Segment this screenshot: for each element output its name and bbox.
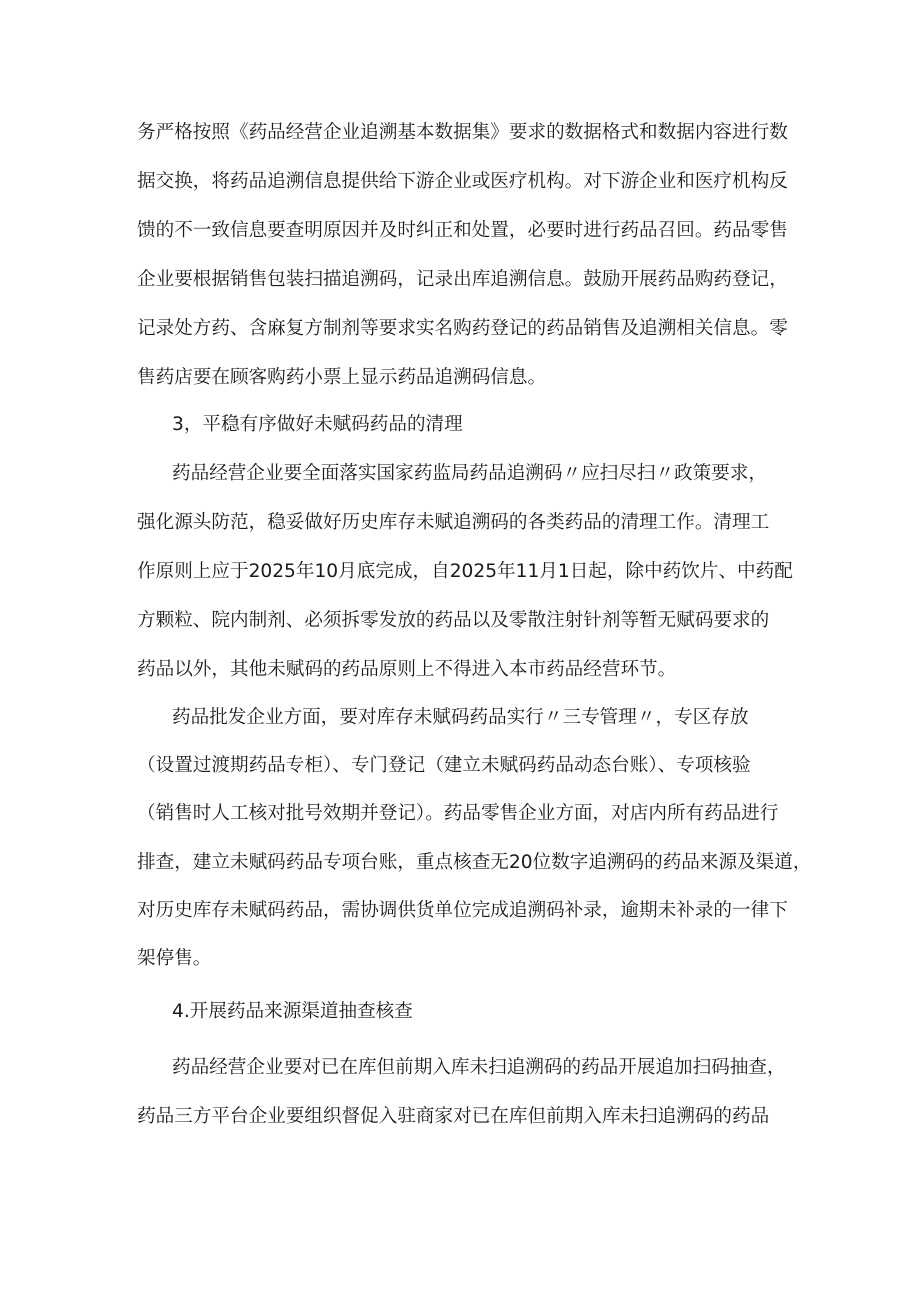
body-text-line: 架停售。 <box>137 948 212 969</box>
body-text-line: 作原则上应于2025年10月底完成，自2025年11月1日起，除中药饮片、中药配 <box>137 561 793 582</box>
body-text-line: 对历史库存未赋码药品，需协调供货单位完成追溯码补录，逾期未补录的一律下 <box>137 900 788 921</box>
body-text-line: 药品三方平台企业要组织督促入驻商家对已在库但前期入库未扫追溯码的药品 <box>137 1106 770 1127</box>
body-text-line: 排查，建立未赋码药品专项台账，重点核查无20位数字追溯码的药品来源及渠道， <box>137 852 812 873</box>
body-text-line: （销售时人工核对批号效期并登记）。药品零售企业方面，对店内所有药品进行 <box>137 803 779 824</box>
body-text-line: 据交换，将药品追溯信息提供给下游企业或医疗机构。对下游企业和医疗机构反 <box>137 171 788 192</box>
section-heading-4: 4.开展药品来源渠道抽查核查 <box>172 1001 413 1022</box>
body-text-line: 记录处方药、含麻复方制剂等要求实名购药登记的药品销售及追溯相关信息。零 <box>137 318 788 339</box>
paragraph-first-line: 药品经营企业要全面落实国家药监局药品追溯码〃应扫尽扫〃政策要求， <box>172 463 768 484</box>
body-text-line: 务严格按照《药品经营企业追溯基本数据集》要求的数据格式和数据内容进行数 <box>137 122 788 143</box>
body-text-line: （设置过渡期药品专柜）、专门登记（建立未赋码药品动态台账）、专项核验 <box>137 755 751 776</box>
body-text-line: 方颗粒、院内制剂、必须拆零发放的药品以及零散注射针剂等暂无赋码要求的 <box>137 610 770 631</box>
paragraph-first-line: 药品经营企业要对已在库但前期入库未扫追溯码的药品开展追加扫码抽查， <box>172 1057 786 1078</box>
body-text-line: 企业要根据销售包装扫描追溯码，记录出库追溯信息。鼓励开展药品购药登记， <box>137 269 788 290</box>
body-text-line: 馈的不一致信息要查明原因并及时纠正和处置，必要时进行药品召回。药品零售 <box>137 220 788 241</box>
paragraph-first-line: 药品批发企业方面，要对库存未赋码药品实行〃三专管理〃，专区存放 <box>172 707 749 728</box>
body-text-line: 药品以外，其他未赋码的药品原则上不得进入本市药品经营环节。 <box>137 659 677 680</box>
section-heading-3: 3，平稳有序做好未赋码药品的清理 <box>172 414 463 435</box>
body-text-line: 售药店要在顾客购药小票上显示药品追溯码信息。 <box>137 367 547 388</box>
body-text-line: 强化源头防范，稳妥做好历史库存未赋追溯码的各类药品的清理工作。清理工 <box>137 512 770 533</box>
